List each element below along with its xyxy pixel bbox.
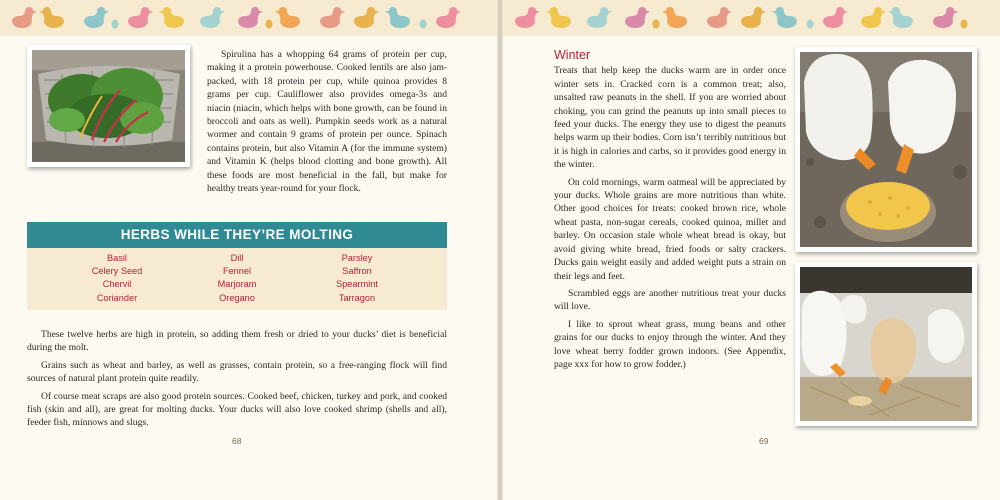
- herb-item: Oregano: [219, 292, 255, 303]
- photo-ducks-snow: [795, 262, 977, 426]
- duck-icon: [888, 7, 913, 28]
- egg-icon: [266, 20, 273, 29]
- duck-icon: [662, 7, 687, 28]
- left-page: [0, 0, 497, 500]
- duck-icon: [587, 7, 612, 28]
- herbs-column-1: [62, 252, 172, 305]
- duck-icon: [546, 7, 571, 28]
- herb-item: Basil: [107, 253, 127, 263]
- duck-icon: [39, 7, 64, 28]
- paragraph: These twelve herbs are high in protein, so adding them fresh or dried to your ducks’ diet is beneficial during the molt.: [27, 329, 447, 354]
- duck-icon: [354, 7, 379, 28]
- herbs-box: [27, 222, 447, 310]
- paragraph: I like to sprout wheat grass, mung beans and other grains for our ducks to enjoy through the winter. And they love wheat berry fodder grown indoors. (See Appendix, page xxx for how to grow fodder.): [554, 318, 786, 370]
- herb-item: Spearmint: [336, 279, 378, 290]
- duck-icon: [84, 7, 109, 28]
- paragraph: Scrambled eggs are another nutritious treat your ducks will love.: [554, 287, 786, 313]
- photo-ducks-corn-bowl: [795, 47, 977, 252]
- duck-border-icon: [0, 0, 497, 36]
- duck-icon: [128, 7, 153, 28]
- egg-icon: [653, 20, 660, 29]
- duck-icon: [275, 7, 300, 28]
- duck-icon: [772, 7, 797, 28]
- paragraph: Treats that help keep the ducks warm are in order once winter sets in. Cracked corn is a common treat; also, unsalted raw peanuts in the shell. If you are worried about choking, you can grind the peanuts up into small pieces to feed your ducks. The energy they use to digest the peanuts helps warm up their bodies. Corn isn’t terribly nutritious but it is high in calories and carbs, so it provides good energy in the winter.: [554, 65, 786, 171]
- duck-icon: [385, 7, 410, 28]
- body-text-left: [27, 328, 447, 434]
- herb-item: Saffron: [342, 266, 372, 277]
- duck-border-icon: [503, 0, 1000, 36]
- duck-icon: [823, 7, 848, 28]
- page-number-left: 68: [232, 436, 242, 446]
- herbs-column-3: [302, 252, 412, 305]
- duck-icon: [12, 7, 37, 28]
- herbs-column-2: [182, 252, 292, 305]
- herb-item: Parsley: [341, 253, 373, 263]
- duck-icon: [707, 7, 732, 28]
- paragraph: Of course meat scraps are also good protein sources. Cooked beef, chicken, turkey and pork, and cooked fish (skin and all), are great for molting ducks. Your ducks will also love cooked shrimp (shells and all), feeder fish, minnows and slugs.: [27, 390, 447, 429]
- herb-item: Marjoram: [217, 279, 257, 290]
- herb-item: Fennel: [222, 266, 252, 277]
- page-number-right: 69: [759, 436, 769, 446]
- duck-icon: [320, 7, 345, 28]
- duck-icon: [200, 7, 225, 28]
- herb-item: Chervil: [102, 279, 132, 290]
- right-page: [503, 0, 1000, 500]
- duck-icon: [515, 7, 540, 28]
- egg-icon: [807, 20, 814, 29]
- egg-icon: [961, 20, 968, 29]
- duck-icon: [741, 7, 766, 28]
- intro-paragraph: Spirulina has a whopping 64 grams of protein per cup, making it a protein powerhouse. Cooked lentils are also jam-packed, with 18 protein per cup, while quinoa provides 8 grams per cup. Cauliflower also provides omega-3s and niacin (niacin, which helps with bone growth, can be found in broccoli and oats as well). Pumpkin seeds work as a natural wormer and contain 9 grams of protein per ounce. Spinach contains protein, but also Vitamin A (for the immune system) and Vitamin K (helps blood clotting and bone growth). All these foods are most beneficial in the fall, but make for healthy treats year-round for your flock.: [207, 49, 447, 195]
- herbs-box-title: HERBS WHILE THEY’RE MOLTING: [27, 222, 447, 248]
- paragraph: On cold mornings, warm oatmeal will be appreciated by your ducks. Whole grains are more nutritious than white. Other good choices for treats: cooked brown rice, whole wheat pasta, non-sugar cereals, cooked quinoa, millet and barley. On occasion stale whole wheat bread is okay, but avoid giving white bread, fried foods or salty crackers. Ducks gain weight easily and added weight puts a strain on their legs and feet.: [554, 176, 786, 282]
- body-text-right: [554, 49, 786, 375]
- duck-icon: [933, 7, 958, 28]
- herb-item: Tarragon: [338, 292, 376, 303]
- herb-item: Celery Seed: [91, 266, 143, 277]
- egg-icon: [420, 20, 427, 29]
- paragraph: Grains such as wheat and barley, as well as grasses, contain protein, so a free-ranging flock will find sources of natural plant protein quite readily.: [27, 359, 447, 385]
- duck-icon: [436, 7, 461, 28]
- duck-icon: [625, 7, 650, 28]
- duck-icon: [238, 7, 263, 28]
- herb-item: Dill: [230, 253, 244, 263]
- intro-text-block: [27, 48, 447, 199]
- duck-icon: [159, 7, 184, 28]
- egg-icon: [112, 20, 119, 29]
- section-heading: Winter: [554, 48, 591, 62]
- duck-icon: [861, 7, 886, 28]
- herb-item: Coriander: [96, 292, 138, 303]
